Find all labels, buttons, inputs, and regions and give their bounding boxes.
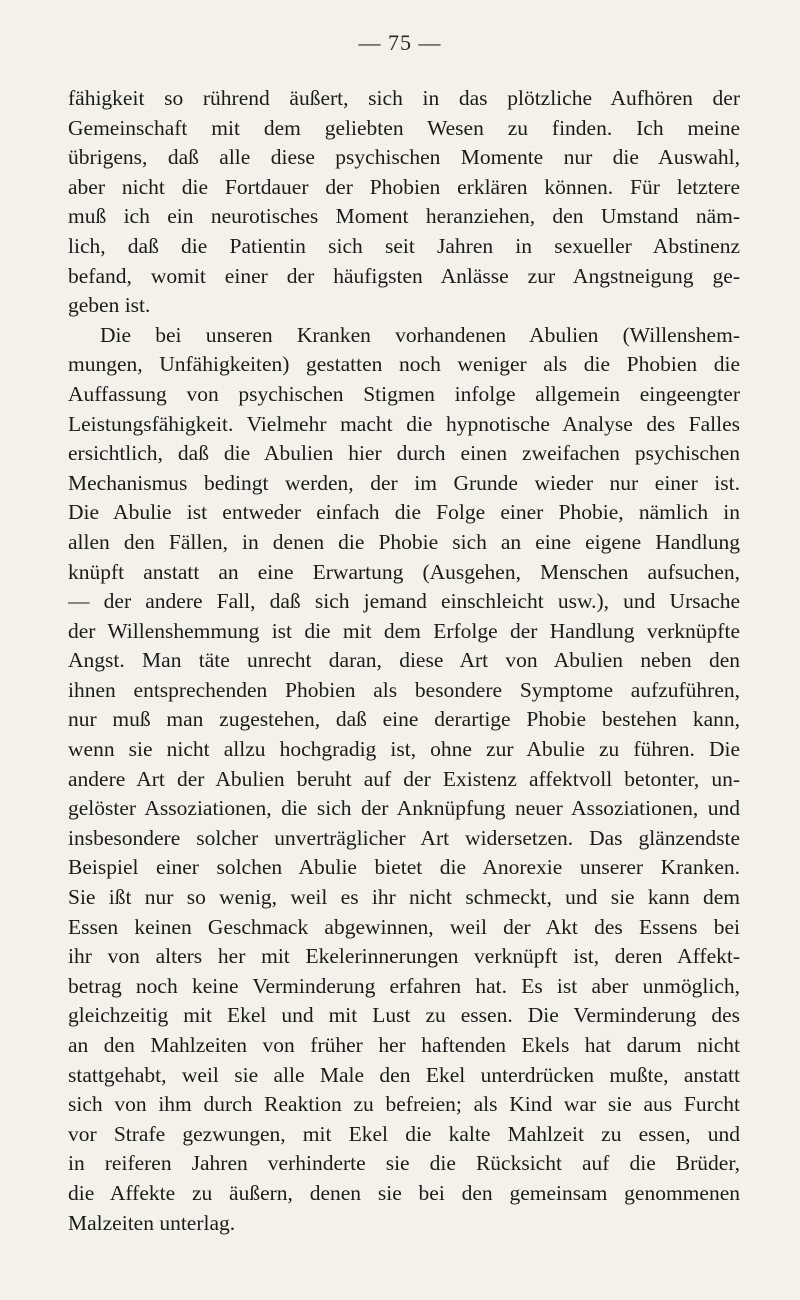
text-line: Mechanismus bedingt werden, der im Grunde wieder nur einer ist. [68, 470, 740, 495]
text-line: sich von ihm durch Reaktion zu befreien; als Kind war sie aus Furcht [68, 1092, 740, 1117]
text-line: geben ist. [68, 293, 151, 318]
text-line: aber nicht die Fortdauer der Phobien erklären können. Für letztere [68, 174, 740, 199]
text-line: lich, daß die Patientin sich seit Jahren in sexueller Abstinenz [68, 233, 740, 258]
text-line: ihnen entsprechenden Phobien als besondere Symptome aufzuführen, [68, 677, 740, 702]
text-line: vor Strafe gezwungen, mit Ekel die kalte Mahlzeit zu essen, und [68, 1121, 740, 1146]
text-line: nur muß man zugestehen, daß eine derartige Phobie bestehen kann, [68, 707, 740, 732]
text-line: stattgehabt, weil sie alle Male den Ekel unterdrücken mußte, anstatt [68, 1062, 740, 1087]
text-line: — der andere Fall, daß sich jemand einschleicht usw.), und Ursache [68, 589, 740, 614]
text-line: allen den Fällen, in denen die Phobie sich an eine eigene Handlung [68, 529, 740, 554]
text-line: Die Abulie ist entweder einfach die Folge einer Phobie, nämlich in [68, 500, 740, 525]
body-text [68, 84, 740, 1238]
text-line: wenn sie nicht allzu hochgradig ist, ohne zur Abulie zu führen. Die [68, 737, 740, 762]
text-line: der Willenshemmung ist die mit dem Erfolge der Handlung verknüpfte [68, 618, 740, 643]
paragraph [68, 321, 740, 1238]
text-line: Gemeinschaft mit dem geliebten Wesen zu finden. Ich meine [68, 115, 740, 140]
text-line: die Affekte zu äußern, denen sie bei den gemeinsam genommenen [68, 1180, 740, 1205]
paragraph [68, 84, 740, 321]
text-line: andere Art der Abulien beruht auf der Existenz affektvoll betonter, un- [68, 766, 740, 791]
text-line: gelöster Assoziationen, die sich der Anknüpfung neuer Assoziationen, und [68, 796, 740, 821]
text-line: knüpft anstatt an eine Erwartung (Ausgehen, Menschen aufsuchen, [68, 559, 740, 584]
text-line: befand, womit einer der häufigsten Anlässe zur Angstneigung ge- [68, 263, 740, 288]
text-line: übrigens, daß alle diese psychischen Momente nur die Auswahl, [68, 145, 740, 170]
text-line: ersichtlich, daß die Abulien hier durch einen zweifachen psychischen [68, 441, 740, 466]
text-line: Leistungsfähigkeit. Vielmehr macht die hypnotische Analyse des Falles [68, 411, 740, 436]
text-line: Die bei unseren Kranken vorhandenen Abulien (Willenshem- [100, 322, 740, 347]
text-line: muß ich ein neurotisches Moment heranziehen, den Umstand näm- [68, 204, 740, 229]
text-line: in reiferen Jahren verhinderte sie die Rücksicht auf die Brüder, [68, 1151, 740, 1176]
text-line: Sie ißt nur so wenig, weil es ihr nicht schmeckt, und sie kann dem [68, 885, 740, 910]
text-line: mungen, Unfähigkeiten) gestatten noch weniger als die Phobien die [68, 352, 740, 377]
text-line: Essen keinen Geschmack abgewinnen, weil der Akt des Essens bei [68, 914, 740, 939]
text-line: insbesondere solcher unverträglicher Art widersetzen. Das glänzendste [68, 825, 740, 850]
text-line: Auffassung von psychischen Stigmen infolge allgemein eingeengter [68, 381, 740, 406]
page-number-header: — 75 — [358, 30, 442, 55]
text-line: gleichzeitig mit Ekel und mit Lust zu essen. Die Verminderung des [68, 1003, 740, 1028]
text-line: ihr von alters her mit Ekelerinnerungen verknüpft ist, deren Affekt- [68, 944, 740, 969]
text-line: Malzeiten unterlag. [68, 1210, 236, 1235]
text-line: betrag noch keine Verminderung erfahren hat. Es ist aber unmöglich, [68, 973, 740, 998]
text-line: an den Mahlzeiten von früher her haftenden Ekels hat darum nicht [68, 1033, 740, 1057]
text-line: Beispiel einer solchen Abulie bietet die Anorexie unserer Kranken. [68, 855, 740, 880]
text-line: Angst. Man täte unrecht daran, diese Art von Abulien neben den [68, 648, 740, 673]
text-line: fähigkeit so rührend äußert, sich in das plötzliche Aufhören der [68, 86, 740, 110]
